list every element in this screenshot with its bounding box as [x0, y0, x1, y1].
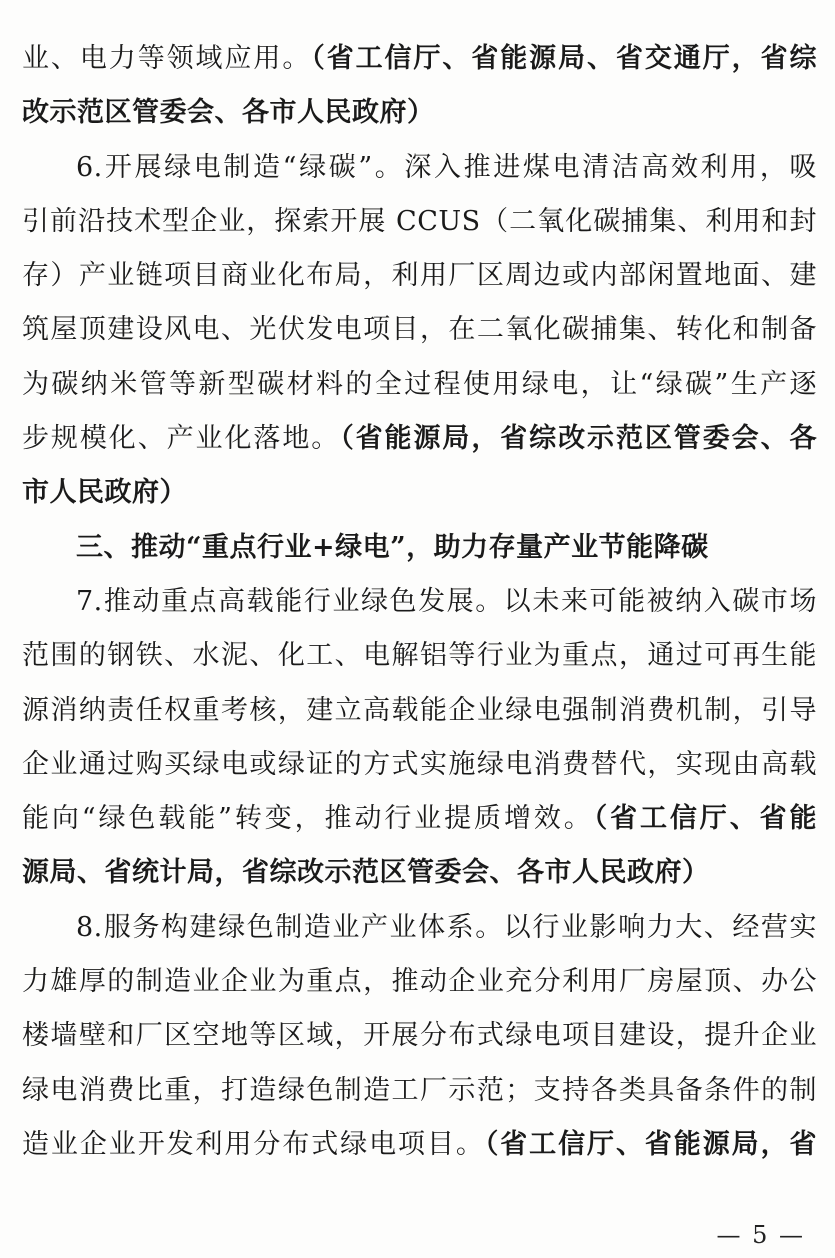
text-segment: 绿电消费比重，打造绿色制造工厂示范；支持各类具备条件的制: [22, 1074, 817, 1106]
text-segment: 范围的钢铁、水泥、化工、电解铝等行业为重点，通过可再生能: [22, 640, 817, 672]
text-line: [22, 255, 817, 309]
responsible-agencies: 市人民政府）: [22, 477, 187, 509]
text-segment: 力雄厚的制造业企业为重点，推动企业充分利用厂房屋顶、办公: [22, 966, 817, 998]
text-line: [22, 581, 817, 635]
text-segment: 筑屋顶建设风电、光伏发电项目，在二氧化碳捕集、转化和制备: [22, 314, 817, 346]
text-line: [22, 38, 817, 92]
text-segment: 引前沿技术型企业，探索开展 CCUS（二氧化碳捕集、利用和封: [22, 205, 817, 237]
text-line: [22, 309, 817, 363]
text-segment: 6.开展绿电制造“绿碳”。深入推进煤电清洁高效利用，吸: [76, 151, 817, 183]
text-line: [22, 1070, 817, 1124]
responsible-agencies: 三、推动“重点行业+绿电”，助力存量产业节能降碳: [76, 531, 709, 563]
text-line: [22, 635, 817, 689]
text-segment: 为碳纳米管等新型碳材料的全过程使用绿电，让“绿碳”生产逐: [22, 368, 817, 400]
text-line: [22, 92, 817, 146]
text-segment: 造业企业开发利用分布式绿电项目。: [22, 1128, 485, 1160]
responsible-agencies: （省能源局，省综改示范区管委会、各: [340, 423, 818, 455]
responsible-agencies: （省工信厅、省能源局、省交通厅，省综: [311, 43, 818, 74]
text-segment: 楼墙壁和厂区空地等区域，开展分布式绿电项目建设，提升企业: [22, 1020, 817, 1052]
text-segment: 企业通过购买绿电或绿证的方式实施绿电消费替代，实现由高载: [22, 748, 817, 780]
text-line: [22, 147, 817, 201]
text-line: [22, 364, 817, 418]
text-segment: 业、电力等领域应用。: [22, 43, 312, 74]
text-line: [22, 472, 817, 526]
text-line: [22, 907, 817, 961]
text-segment: 7.推动重点高载能行业绿色发展。以未来可能被纳入碳市场: [76, 585, 817, 617]
text-line: [22, 1124, 817, 1178]
responsible-agencies: 源局、省统计局，省综改示范区管委会、各市人民政府）: [22, 857, 710, 889]
text-line: [22, 852, 817, 906]
responsible-agencies: （省工信厅、省能: [593, 803, 818, 835]
responsible-agencies: 改示范区管委会、各市人民政府）: [22, 97, 435, 129]
text-segment: 源消纳责任权重考核，建立高载能企业绿电强制消费机制，引导: [22, 694, 817, 726]
document-body: [22, 38, 817, 1178]
responsible-agencies: （省工信厅、省能源局，省: [484, 1128, 818, 1160]
text-line: [22, 961, 817, 1015]
text-segment: 8.服务构建绿色制造业产业体系。以行业影响力大、经营实: [76, 911, 817, 943]
text-line: [22, 1015, 817, 1069]
text-line: [22, 744, 817, 798]
text-line: [22, 527, 817, 581]
text-segment: 步规模化、产业化落地。: [22, 423, 341, 455]
text-line: [22, 201, 817, 255]
text-segment: 能向“绿色载能”转变，推动行业提质增效。: [22, 803, 594, 835]
text-line: [22, 690, 817, 744]
text-line: [22, 798, 817, 852]
text-line: [22, 418, 817, 472]
text-segment: 存）产业链项目商业化布局，利用厂区周边或内部闲置地面、建: [22, 260, 817, 292]
page-number: — 5 —: [716, 1221, 805, 1249]
